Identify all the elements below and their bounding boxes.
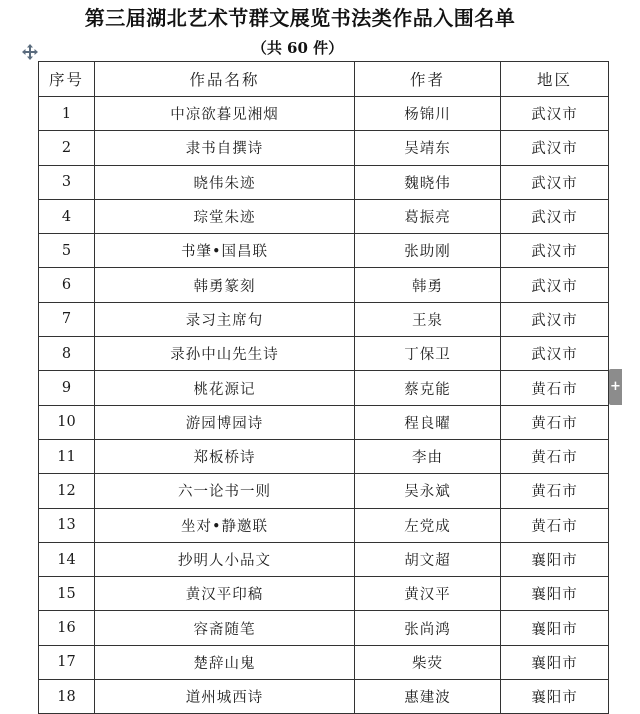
cell-region: 武汉市 (501, 199, 609, 233)
cell-title: 录孙中山先生诗 (95, 337, 355, 371)
table-row (39, 611, 609, 645)
header-title: 作品名称 (95, 62, 355, 97)
table-row (39, 439, 609, 473)
cell-title: 隶书自撰诗 (95, 131, 355, 165)
plus-icon[interactable]: + (609, 369, 622, 405)
header-number: 序号 (39, 62, 95, 97)
cell-author: 葛振亮 (355, 199, 501, 233)
cell-region: 武汉市 (501, 302, 609, 336)
cell-author: 韩勇 (355, 268, 501, 302)
cell-author: 王泉 (355, 302, 501, 336)
cell-region: 武汉市 (501, 165, 609, 199)
cell-title: 六一论书一则 (95, 474, 355, 508)
cell-author: 魏晓伟 (355, 165, 501, 199)
cell-author: 杨锦川 (355, 97, 501, 131)
cell-title: 韩勇篆刻 (95, 268, 355, 302)
cell-number: 14 (39, 542, 95, 576)
cell-author: 程良曜 (355, 405, 501, 439)
table-row (39, 302, 609, 336)
cell-author: 张助刚 (355, 234, 501, 268)
table-row (39, 680, 609, 714)
cell-region: 武汉市 (501, 268, 609, 302)
table-row (39, 542, 609, 576)
entries-table (38, 61, 609, 714)
table-row (39, 199, 609, 233)
cell-title: 坐对•静邀联 (95, 508, 355, 542)
cell-author: 蔡克能 (355, 371, 501, 405)
cell-title: 游园博园诗 (95, 405, 355, 439)
cell-number: 13 (39, 508, 95, 542)
cell-author: 惠建波 (355, 680, 501, 714)
cell-title: 桃花源记 (95, 371, 355, 405)
cell-author: 柴荧 (355, 645, 501, 679)
cell-number: 1 (39, 97, 95, 131)
table-body (39, 97, 609, 714)
cell-title: 抄明人小品文 (95, 542, 355, 576)
table-row (39, 97, 609, 131)
table-row (39, 645, 609, 679)
document-title: 第三届湖北艺术节群文展览书法类作品入围名单 (84, 6, 516, 30)
cell-title: 录习主席句 (95, 302, 355, 336)
cell-number: 18 (39, 680, 95, 714)
cell-author: 黄汉平 (355, 577, 501, 611)
cell-number: 7 (39, 302, 95, 336)
four-way-move-icon[interactable] (22, 44, 38, 60)
cell-title: 容斋随笔 (95, 611, 355, 645)
header-author: 作者 (355, 62, 501, 97)
cell-number: 16 (39, 611, 95, 645)
cell-region: 襄阳市 (501, 680, 609, 714)
cell-number: 3 (39, 165, 95, 199)
cell-author: 吴靖东 (355, 131, 501, 165)
cell-title: 晓伟朱迹 (95, 165, 355, 199)
cell-region: 襄阳市 (501, 611, 609, 645)
cell-author: 李由 (355, 439, 501, 473)
table-row (39, 577, 609, 611)
table-row (39, 131, 609, 165)
cell-number: 5 (39, 234, 95, 268)
table-row (39, 371, 609, 405)
cell-number: 8 (39, 337, 95, 371)
cell-region: 襄阳市 (501, 645, 609, 679)
table-header-row (39, 62, 609, 97)
cell-region: 武汉市 (501, 234, 609, 268)
cell-region: 黄石市 (501, 508, 609, 542)
table-row (39, 234, 609, 268)
cell-number: 6 (39, 268, 95, 302)
cell-title: 琮堂朱迹 (95, 199, 355, 233)
cell-title: 楚辞山鬼 (95, 645, 355, 679)
cell-region: 黄石市 (501, 439, 609, 473)
cell-region: 黄石市 (501, 371, 609, 405)
cell-region: 武汉市 (501, 337, 609, 371)
cell-number: 17 (39, 645, 95, 679)
cell-number: 2 (39, 131, 95, 165)
table-row (39, 474, 609, 508)
cell-title: 书肇•国昌联 (95, 234, 355, 268)
cell-title: 黄汉平印稿 (95, 577, 355, 611)
cell-number: 15 (39, 577, 95, 611)
cell-region: 襄阳市 (501, 542, 609, 576)
cell-number: 11 (39, 439, 95, 473)
document-subtitle: （共 60 件） (251, 39, 344, 57)
cell-region: 武汉市 (501, 131, 609, 165)
cell-number: 9 (39, 371, 95, 405)
header-region: 地区 (501, 62, 609, 97)
table-row (39, 268, 609, 302)
cell-region: 襄阳市 (501, 577, 609, 611)
cell-region: 武汉市 (501, 97, 609, 131)
table-row (39, 165, 609, 199)
cell-author: 张尚鸿 (355, 611, 501, 645)
cell-number: 10 (39, 405, 95, 439)
cell-number: 12 (39, 474, 95, 508)
cell-number: 4 (39, 199, 95, 233)
cell-author: 丁保卫 (355, 337, 501, 371)
cell-title: 道州城西诗 (95, 680, 355, 714)
table-row (39, 405, 609, 439)
table-row (39, 337, 609, 371)
cell-author: 吴永斌 (355, 474, 501, 508)
cell-region: 黄石市 (501, 405, 609, 439)
cell-title: 中凉欲暮见湘烟 (95, 97, 355, 131)
cell-author: 左党成 (355, 508, 501, 542)
cell-title: 郑板桥诗 (95, 439, 355, 473)
cell-author: 胡文超 (355, 542, 501, 576)
table-row (39, 508, 609, 542)
cell-region: 黄石市 (501, 474, 609, 508)
